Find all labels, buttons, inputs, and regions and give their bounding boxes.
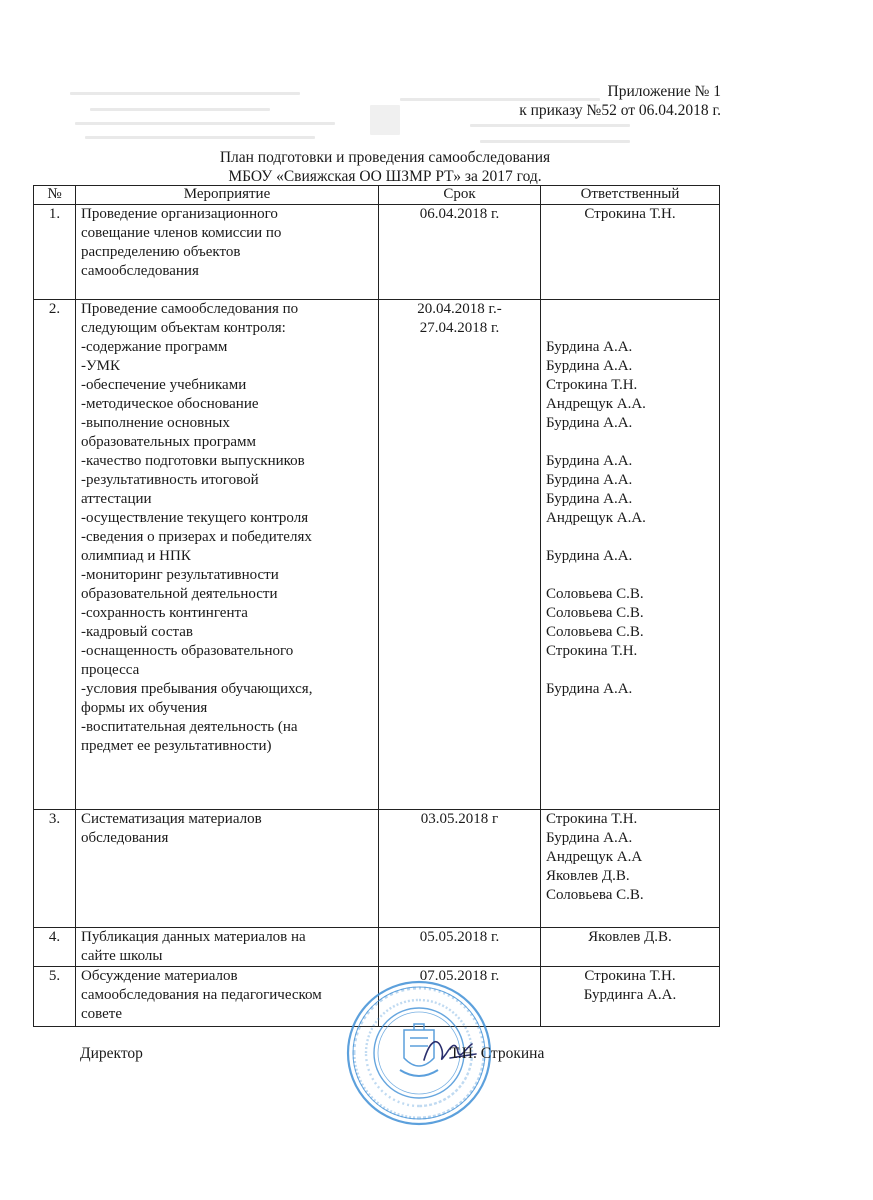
activity-cell-line: обследования <box>81 830 169 846</box>
responsible-cell-line <box>546 433 714 452</box>
title-line-1: План подготовки и проведения самообследования <box>219 149 551 166</box>
table-row <box>34 928 720 967</box>
row-number: 2. <box>34 300 76 810</box>
activity-cell-line: -содержание программ <box>81 339 228 355</box>
activity-cell-line: самообследования на педагогическом <box>81 987 322 1003</box>
responsible-cell-line: Яковлев Д.В. <box>546 868 630 884</box>
activity-cell-line: самообследования <box>81 263 199 279</box>
responsible-cell-line: Соловьева С.В. <box>546 605 644 621</box>
responsible-cell-line: Бурдина А.А. <box>546 830 633 846</box>
activity-cell-line: -обеспечение учебниками <box>81 377 247 393</box>
activity-cell-line: совете <box>81 1006 123 1022</box>
date-cell-line: 27.04.2018 г. <box>419 320 500 336</box>
responsible-cell-line: Бурдина А.А. <box>546 681 633 697</box>
responsible-cell-line <box>546 661 714 680</box>
date-cell <box>379 810 541 928</box>
activity-cell-line: образовательной деятельности <box>81 586 278 602</box>
activity-cell-line: аттестации <box>81 491 152 507</box>
activity-cell-line: совещание членов комиссии по <box>81 225 282 241</box>
header-activity: Мероприятие <box>76 186 379 205</box>
appendix-line: Приложение № 1 <box>607 83 721 100</box>
responsible-cell-line: Андрещук А.А <box>546 849 643 865</box>
responsible-cell-line: Строкина Т.Н. <box>584 206 676 222</box>
director-title: Директор <box>80 1045 143 1062</box>
activity-cell-line: -осуществление текущего контроля <box>81 510 309 526</box>
activity-cell-line: -оснащенность образовательного <box>81 643 294 659</box>
date-cell <box>379 205 541 300</box>
activity-cell-line: образовательных программ <box>81 434 256 450</box>
activity-cell-line: -сохранность контингента <box>81 605 248 621</box>
activity-cell-line: -результативность итоговой <box>81 472 259 488</box>
activity-cell-line: -воспитательная деятельность (на <box>81 719 298 735</box>
appendix-note <box>519 82 721 120</box>
responsible-cell-line: Бурдина А.А. <box>546 358 633 374</box>
table-row <box>34 810 720 928</box>
row-number: 4. <box>34 928 76 967</box>
responsible-cell-line: Бурдина А.А. <box>546 415 633 431</box>
activity-cell <box>76 300 379 810</box>
date-cell <box>379 300 541 810</box>
director-name: Т.Н. Строкина <box>450 1045 545 1062</box>
header-date: Срок <box>379 186 541 205</box>
responsible-cell-line: Строкина Т.Н. <box>546 811 638 827</box>
activity-cell <box>76 967 379 1027</box>
activity-cell-line: процесса <box>81 662 140 678</box>
responsible-cell <box>541 810 720 928</box>
responsible-cell <box>541 967 720 1027</box>
responsible-cell-line: Соловьева С.В. <box>546 887 644 903</box>
responsible-cell-line: Соловьева С.В. <box>546 586 644 602</box>
responsible-cell-line <box>546 566 714 585</box>
table-row <box>34 300 720 810</box>
activity-cell-line: олимпиад и НПК <box>81 548 191 564</box>
activity-cell-line: -мониторинг результативности <box>81 567 279 583</box>
activity-cell-line: -качество подготовки выпускников <box>81 453 305 469</box>
activity-cell-line: распределению объектов <box>81 244 241 260</box>
header-number: № <box>34 186 76 205</box>
responsible-cell-line <box>546 300 714 319</box>
plan-table <box>33 185 720 1027</box>
activity-cell-line: -кадровый состав <box>81 624 193 640</box>
date-cell <box>379 928 541 967</box>
responsible-cell-line: Бурдина А.А. <box>546 453 633 469</box>
activity-cell <box>76 810 379 928</box>
responsible-cell-line: Бурдина А.А. <box>546 339 633 355</box>
responsible-cell-line: Бурдинга А.А. <box>583 987 677 1003</box>
activity-cell-line: следующим объектам контроля: <box>81 320 286 336</box>
activity-cell-line: Публикация данных материалов на <box>81 929 306 945</box>
document-title <box>175 148 595 186</box>
order-reference: к приказу №52 от 06.04.2018 г. <box>519 102 721 119</box>
row-number: 1. <box>34 205 76 300</box>
activity-cell-line: -выполнение основных <box>81 415 230 431</box>
activity-cell-line: сайте школы <box>81 948 163 964</box>
responsible-cell-line: Соловьева С.В. <box>546 624 644 640</box>
activity-cell-line: Проведение самообследования по <box>81 301 299 317</box>
responsible-cell-line <box>546 319 714 338</box>
responsible-cell-line: Строкина Т.Н. <box>546 377 638 393</box>
activity-cell-line: формы их обучения <box>81 700 208 716</box>
responsible-cell-line: Бурдина А.А. <box>546 491 633 507</box>
responsible-cell <box>541 205 720 300</box>
title-line-2: МБОУ «Свияжская ОО ШЗМР РТ» за 2017 год. <box>228 168 542 185</box>
activity-cell-line: Систематизация материалов <box>81 811 262 827</box>
activity-cell-line: предмет ее результативности) <box>81 738 272 754</box>
activity-cell-line: -сведения о призерах и победителях <box>81 529 312 545</box>
row-number: 3. <box>34 810 76 928</box>
responsible-cell-line: Андрещук А.А. <box>546 510 646 526</box>
responsible-cell-line: Бурдина А.А. <box>546 472 633 488</box>
activity-cell-line: -УМК <box>81 358 120 374</box>
activity-cell-line: -методическое обоснование <box>81 396 259 412</box>
activity-cell-line: Обсуждение материалов <box>81 968 238 984</box>
responsible-cell-line <box>546 528 714 547</box>
responsible-cell <box>541 300 720 810</box>
responsible-cell-line: Строкина Т.Н. <box>584 968 676 984</box>
date-cell-line: 03.05.2018 г <box>420 811 499 827</box>
date-cell-line: 07.05.2018 г. <box>419 968 500 984</box>
header-responsible: Ответственный <box>541 186 720 205</box>
date-cell-line: 05.05.2018 г. <box>419 929 500 945</box>
activity-cell-line: -условия пребывания обучающихся, <box>81 681 313 697</box>
row-number: 5. <box>34 967 76 1027</box>
table-header-row <box>34 186 720 205</box>
responsible-cell <box>541 928 720 967</box>
responsible-cell-line: Бурдина А.А. <box>546 548 633 564</box>
activity-cell <box>76 928 379 967</box>
date-cell-line: 20.04.2018 г.- <box>417 301 502 317</box>
date-cell-line: 06.04.2018 г. <box>419 206 500 222</box>
responsible-cell-line: Андрещук А.А. <box>546 396 646 412</box>
table-row <box>34 205 720 300</box>
activity-cell-line: Проведение организационного <box>81 206 278 222</box>
responsible-cell-line: Строкина Т.Н. <box>546 643 638 659</box>
activity-cell <box>76 205 379 300</box>
responsible-cell-line: Яковлев Д.В. <box>588 929 672 945</box>
